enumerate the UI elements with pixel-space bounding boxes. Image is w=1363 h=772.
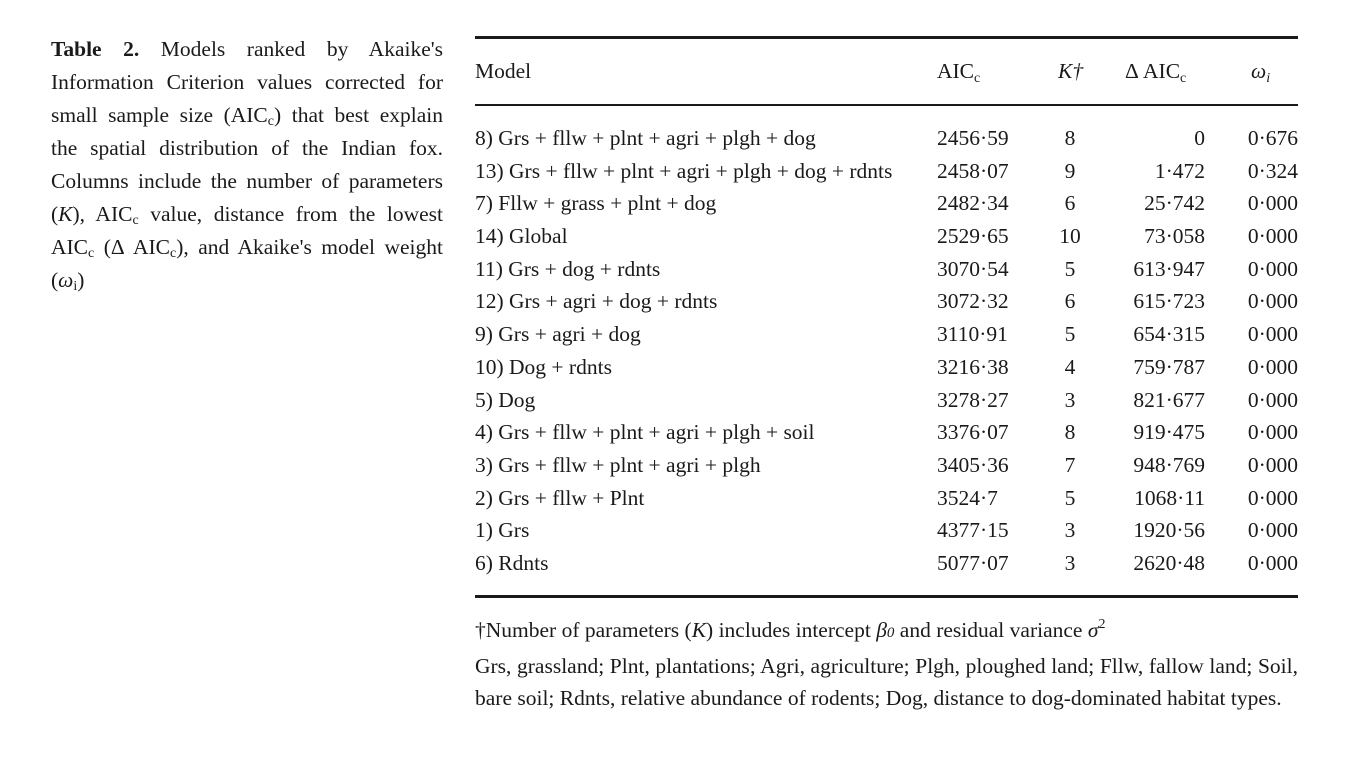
caption-omega-symbol: ω [58, 268, 74, 292]
header-weight-text: ω [1251, 59, 1267, 83]
cell-weight: 0·000 [1247, 550, 1298, 575]
footnote-text: †Number of parameters ( [475, 618, 692, 642]
table-header-row [475, 39, 1298, 104]
cell-delta: 919·475 [1133, 420, 1205, 445]
table-row [475, 123, 1298, 156]
header-delta [1125, 59, 1186, 84]
cell-aic: 3072·32 [937, 289, 1009, 314]
cell-aic: 5077·07 [937, 550, 1009, 575]
caption-subscript: c [132, 213, 139, 228]
cell-weight: 0·000 [1247, 322, 1298, 347]
cell-aic: 3278·27 [937, 387, 1009, 412]
cell-model: 13) Grs + fllw + plnt + agri + plgh + dog + rdnts [475, 158, 893, 183]
table-row [475, 221, 1298, 254]
cell-weight: 0·000 [1247, 354, 1298, 379]
table-row [475, 417, 1298, 450]
footnote-k-symbol: K [691, 618, 707, 642]
cell-delta: 613·947 [1133, 256, 1205, 281]
cell-weight: 0·000 [1247, 387, 1298, 412]
cell-model: 1) Grs [475, 518, 530, 543]
table-row [475, 548, 1298, 581]
caption-text: ) [77, 268, 85, 292]
cell-model: 9) Grs + agri + dog [475, 322, 641, 347]
cell-model: 7) Fllw + grass + plnt + dog [475, 191, 717, 216]
caption-subscript: c [88, 246, 95, 261]
cell-aic: 3216·38 [937, 354, 1009, 379]
table-body [475, 106, 1298, 595]
cell-model: 2) Grs + fllw + Plnt [475, 485, 645, 510]
cell-weight: 0·000 [1247, 256, 1298, 281]
table-notes [475, 614, 1298, 715]
cell-model: 3) Grs + fllw + plnt + agri + plgh [475, 452, 761, 477]
caption-text: value, distance from the lowest AIC [51, 202, 443, 259]
cell-model: 8) Grs + fllw + plnt + agri + plgh + dog [475, 126, 816, 150]
caption-text: Models ranked by Akaike's Information Criterion values corrected for small sample size (AIC [51, 37, 443, 127]
table-row [475, 385, 1298, 418]
cell-aic: 3405·36 [937, 452, 1009, 477]
cell-delta: 73·058 [1144, 224, 1205, 249]
cell-delta: 759·787 [1133, 354, 1205, 379]
cell-aic: 3376·07 [937, 420, 1009, 445]
table-row [475, 352, 1298, 385]
header-k: K† [1058, 59, 1084, 83]
table-row [475, 515, 1298, 548]
table-row [475, 483, 1298, 516]
table-row [475, 254, 1298, 287]
table-row [475, 450, 1298, 483]
cell-k: 5 [1064, 256, 1076, 281]
cell-weight: 0·000 [1247, 289, 1298, 314]
cell-k: 10 [1059, 224, 1081, 249]
cell-delta: 948·769 [1133, 452, 1205, 477]
caption-text: ) that best explain the spatial distribution of the Indian fox. Columns include the number of parameters ( [51, 103, 443, 226]
table-row [475, 286, 1298, 319]
header-delta-sub: c [1180, 71, 1187, 86]
cell-delta: 2620·48 [1133, 550, 1205, 575]
header-aic-sub: c [974, 71, 981, 86]
cell-model: 4) Grs + fllw + plnt + agri + plgh + soil [475, 420, 815, 445]
caption-subscript: i [73, 279, 78, 294]
cell-weight: 0·000 [1247, 452, 1298, 477]
header-delta-text: Δ AIC [1125, 59, 1181, 83]
header-aic-text: AIC [937, 59, 975, 83]
cell-model: 10) Dog + rdnts [475, 354, 612, 379]
cell-k: 5 [1064, 322, 1076, 347]
header-aic [937, 59, 980, 84]
cell-k: 3 [1064, 387, 1076, 412]
cell-k: 8 [1064, 126, 1076, 150]
caption-k-symbol: K [58, 202, 73, 226]
table-row [475, 319, 1298, 352]
footnote [475, 614, 1298, 650]
header-model: Model [475, 59, 532, 83]
cell-k: 3 [1064, 550, 1076, 575]
caption-subscript: c [169, 246, 177, 261]
cell-weight: 0·000 [1247, 191, 1298, 216]
cell-k: 8 [1064, 420, 1076, 445]
cell-weight: 0·000 [1247, 224, 1298, 249]
cell-k: 4 [1064, 354, 1076, 379]
table-row [475, 156, 1298, 189]
cell-k: 6 [1064, 191, 1076, 216]
cell-weight: 0·000 [1247, 485, 1298, 510]
cell-delta: 654·315 [1133, 322, 1205, 347]
header-weight [1251, 59, 1270, 84]
caption-text: ), AIC [72, 202, 133, 226]
footnote-beta-symbol: β [876, 618, 887, 642]
cell-aic: 2482·34 [937, 191, 1009, 216]
cell-k: 5 [1064, 485, 1076, 510]
cell-delta: 821·677 [1133, 387, 1205, 412]
cell-model: 11) Grs + dog + rdnts [475, 256, 661, 281]
caption-subscript: c [267, 114, 274, 129]
cell-delta: 1068·11 [1134, 485, 1205, 510]
table-bottom-rule [475, 595, 1298, 598]
cell-model: 12) Grs + agri + dog + rdnts [475, 289, 718, 314]
table-caption [51, 33, 443, 297]
footnote-text: and residual variance [894, 618, 1088, 642]
cell-aic: 3524·7 [937, 485, 998, 510]
cell-aic: 3110·91 [937, 322, 1008, 347]
cell-model: 14) Global [475, 224, 568, 249]
cell-aic: 2529·65 [937, 224, 1009, 249]
cell-k: 9 [1064, 158, 1076, 183]
abbreviations-note: Grs, grassland; Plnt, plantations; Agri, agriculture; Plgh, ploughed land; Fllw, fallow land; Soil, bare soil; Rdnts, relative abundance of rodents; Dog, distance to dog-dominated habitat types. [475, 653, 1298, 710]
caption-text: ), and Akaike's model weight ( [51, 235, 443, 292]
cell-aic: 3070·54 [937, 256, 1009, 281]
footnote-sigma-sup: 2 [1098, 617, 1106, 632]
cell-model: 5) Dog [475, 387, 536, 412]
cell-delta: 0 [1194, 126, 1205, 150]
cell-aic: 2456·59 [937, 126, 1009, 150]
footnote-sigma-symbol: σ [1087, 618, 1099, 642]
caption-label: Table 2. [51, 37, 140, 61]
cell-delta: 1·472 [1154, 158, 1205, 183]
cell-aic: 4377·15 [937, 518, 1009, 543]
cell-model: 6) Rdnts [475, 550, 549, 575]
cell-delta: 25·742 [1144, 191, 1205, 216]
cell-delta: 615·723 [1133, 289, 1205, 314]
results-table [475, 36, 1298, 598]
cell-k: 6 [1064, 289, 1076, 314]
footnote-beta-sub: 0 [886, 625, 895, 641]
table-row [475, 188, 1298, 221]
caption-text: (Δ AIC [94, 235, 170, 259]
header-weight-sub: i [1266, 71, 1271, 86]
cell-weight: 0·000 [1247, 420, 1298, 445]
cell-weight: 0·676 [1247, 126, 1298, 150]
cell-aic: 2458·07 [937, 158, 1009, 183]
cell-weight: 0·324 [1247, 158, 1298, 183]
footnote-text: ) includes intercept [706, 618, 877, 642]
cell-k: 3 [1064, 518, 1076, 543]
cell-k: 7 [1064, 452, 1076, 477]
cell-delta: 1920·56 [1133, 518, 1205, 543]
cell-weight: 0·000 [1247, 518, 1298, 543]
